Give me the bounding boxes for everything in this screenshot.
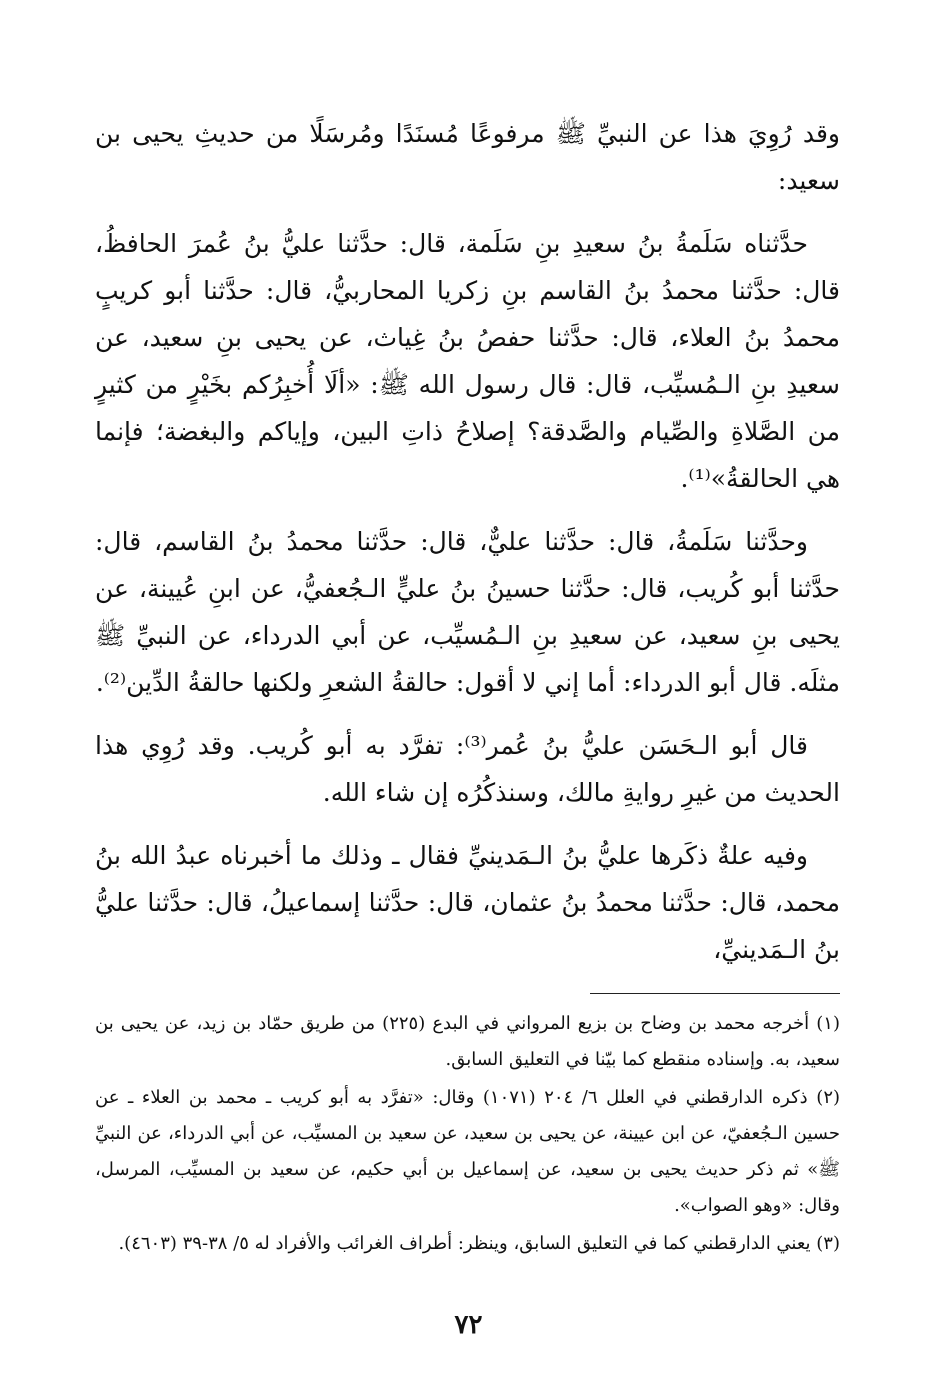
paragraph-1: وقد رُوِيَ هذا عن النبيِّ ﷺ مرفوعًا مُسنَدًا ومُرسَلًا من حديثِ يحيى بن سعيد: — [95, 119, 840, 195]
paragraph-3: وحدَّثنا سَلَمةُ، قال: حدَّثنا عليٌّ، قال: حدَّثنا محمدُ بنُ القاسم، قال: حدَّثنا أبو كُريب، قال: حدَّثنا حسينُ بنُ عليٍّ الـجُعفيُّ، عن ابنِ عُيينة، عن يحيى بنِ سعيد، عن سعيدِ بنِ الـمُسيِّب، عن أبي الدرداء، عن النبيِّ ﷺ مثلَه. قال أبو الدرداء: أما إني لا أقول: حالقةُ الشعرِ ولكنها حالقةُ الدِّين⁽²⁾. — [95, 527, 840, 697]
main-text — [95, 110, 840, 973]
footnote-1: (١) أخرجه محمد بن وضاح بن بزيع المرواني في البدع (٢٢٥) من طريق حمّاد بن زيد، عن يحيى بن سعيد، به. وإسناده منقطع كما بيّنا في التعليق السابق. — [95, 1013, 840, 1070]
footnote-3: (٣) يعني الدارقطني كما في التعليق السابق، وينظر: أطراف الغرائب والأفراد له ٥/ ٣٨-٣٩ (٤٦٠٣). — [118, 1233, 840, 1254]
footnote-2: (٢) ذكره الدارقطني في العلل ٦/ ٢٠٤ (١٠٧١) وقال: «تفرَّد به أبو كريب ـ محمد بن العلاء ـ عن حسين الـجُعفيّ، عن ابن عيينة، عن يحيى بن سعيد، عن سعيد بن المسيِّب، عن أبي الدرداء، عن النبيِّ ﷺ» ثم ذكر حديث يحيى بن سعيد، عن إسماعيل بن أبي حكيم، عن سعيد بن المسيِّب، المرسل، وقال: «وهو الصواب». — [95, 1087, 841, 1216]
footnote-divider — [590, 993, 840, 994]
page-number: ٧٢ — [454, 1310, 483, 1340]
paragraph-2: حدَّثناه سَلَمةُ بنُ سعيدِ بنِ سَلَمة، قال: حدَّثنا عليُّ بنُ عُمرَ الحافظُ، قال: حدَّثنا محمدُ بنُ القاسم بنِ زكريا المحاربيُّ، قال: حدَّثنا أبو كريبٍ محمدُ بنُ العلاء، قال: حدَّثنا حفصُ بنُ غِياث، عن يحيى بنِ سعيد، عن سعيدِ بنِ الـمُسيِّب، قال: قال رسول الله ﷺ: «ألَا أُخبِرُكم بخَيْرٍ من كثيرٍ من الصَّلاةِ والصِّيام والصَّدقة؟ إصلاحُ ذاتِ البين، وإياكم والبغضة؛ فإنما هي الحالقةُ»⁽¹⁾. — [95, 229, 840, 493]
page-body — [95, 110, 840, 1264]
paragraph-5: وفيه علةٌ ذكَرها عليُّ بنُ الـمَدينيِّ فقال ـ وذلك ما أخبرناه عبدُ الله بنُ محمد، قال: حدَّثنا محمدُ بنُ عثمان، قال: حدَّثنا إسماعيلُ، قال: حدَّثنا عليُّ بنُ الـمَدينيِّ، — [95, 841, 840, 964]
paragraph-4: قال أبو الـحَسَن عليُّ بنُ عُمر⁽³⁾: تفرَّد به أبو كُريب. وقد رُوِي هذا الحديث من غيرِ روايةِ مالك، وسنذكُرُه إن شاء الله. — [95, 731, 840, 807]
footnotes — [95, 1006, 840, 1262]
